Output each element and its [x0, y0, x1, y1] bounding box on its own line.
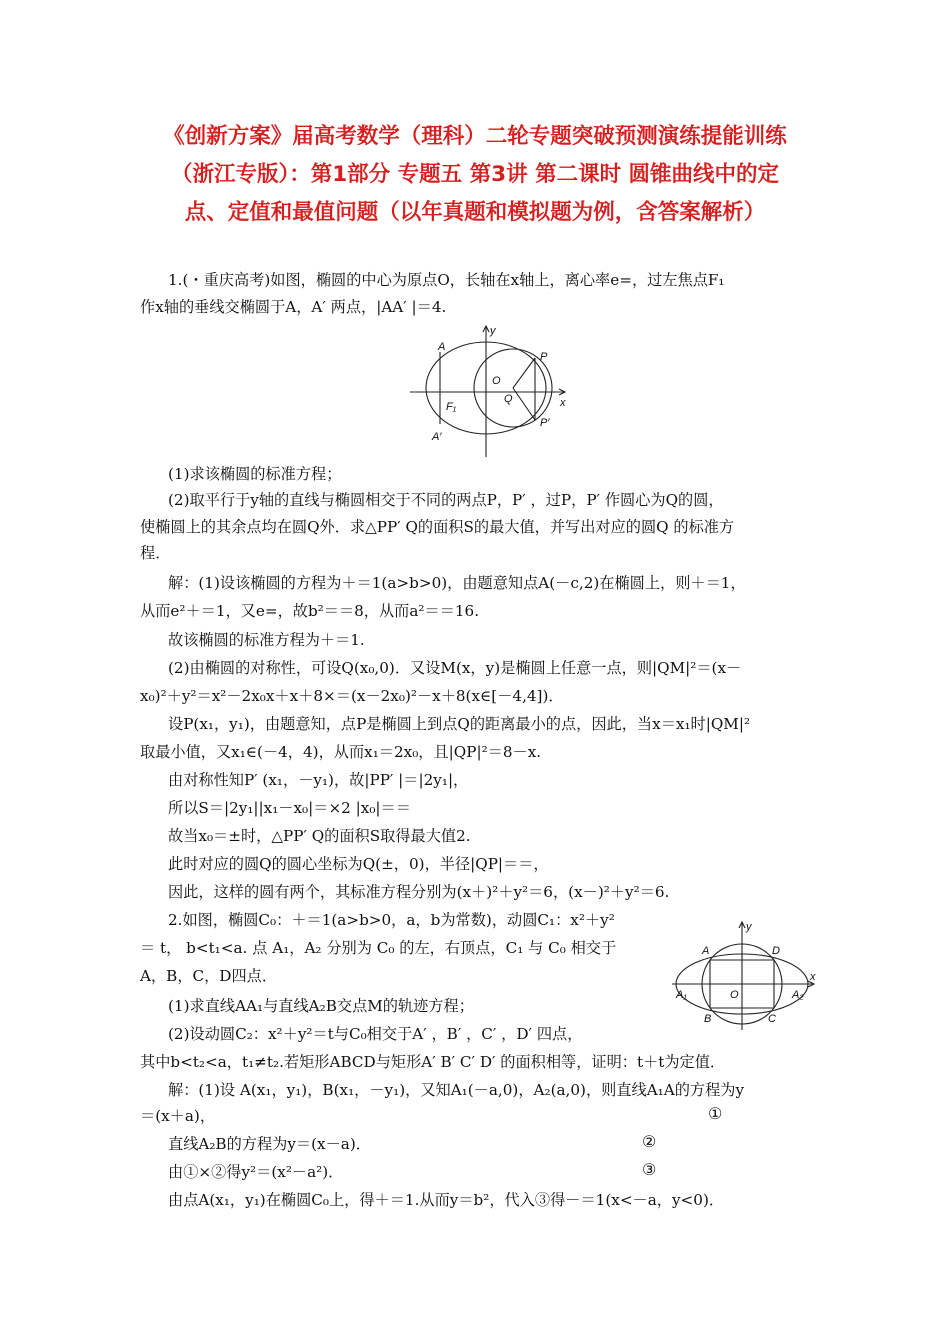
fig1-label-y: y — [490, 325, 496, 337]
text-line: 解：(1)设 A(x₁，y₁)，B(x₁，－y₁)，又知A₁(－a,0)，A₂(a,0)，则直线A₁A的方程为y — [168, 1081, 745, 1099]
segment-qp — [513, 358, 535, 388]
fig1-label-p-prime: P′ — [540, 417, 550, 429]
text-line: 由对称性知P′ (x₁，－y₁)，故|PP′ |＝|2y₁|， — [168, 771, 469, 789]
text-line: 由①×②得y²＝(x²－a²)． — [168, 1163, 344, 1181]
text-line: 1.(・重庆高考)如图，椭圆的中心为原点O，长轴在x轴上，离心率e=，过左焦点F₁ — [168, 271, 725, 289]
fig1-label-p: P — [540, 351, 548, 363]
text-line: 直线A₂B的方程为y＝(x－a)． — [168, 1135, 371, 1153]
fig2-label-c: C — [768, 1013, 776, 1025]
figure-ellipse-circle — [410, 322, 590, 457]
text-line: 程． — [140, 544, 171, 562]
fig2-label-y: y — [746, 921, 752, 933]
text-line: 使椭圆上的其余点均在圆Q外．求△PP′ Q的面积S的最大值，并写出对应的圆Q 的标准方 — [140, 518, 735, 536]
text-line: 故该椭圆的标准方程为＋＝1. — [168, 631, 365, 649]
equation-number-3: ③ — [642, 1160, 657, 1179]
document-title — [100, 118, 850, 232]
text-line: (2)设动圆C₂：x²＋y²＝t与C₀相交于A′ ，B′ ，C′ ，D′ 四点， — [168, 1025, 583, 1043]
text-line: 因此，这样的圆有两个，其标准方程分别为(x＋)²＋y²＝6，(x－)²＋y²＝6. — [168, 883, 670, 901]
text-line: 故当x₀＝±时，△PP′ Q的面积S取得最大值2. — [168, 827, 471, 845]
text-line: 取最小值，又x₁∈(－4，4)，从而x₁＝2x₀，且|QP|²＝8－x. — [140, 743, 542, 761]
fig2-label-o: O — [730, 989, 739, 1001]
figure-ellipse-two-circles — [672, 918, 822, 1033]
fig2-label-a2: A₂ — [792, 989, 804, 1001]
text-line: 其中b<t₂<a，t₁≠t₂.若矩形ABCD与矩形A′ B′ C′ D′ 的面积相等，证明：t＋t为定值． — [140, 1053, 726, 1071]
equation-number-1: ① — [708, 1104, 723, 1123]
fig2-label-d: D — [772, 945, 780, 957]
text-line: (2)由椭圆的对称性，可设Q(x₀,0)．又设M(x，y)是椭圆上任意一点，则|QM|²＝(x－ — [168, 659, 742, 677]
text-line: ＝(x＋a)， — [140, 1107, 216, 1125]
text-line: (2)取平行于y轴的直线与椭圆相交于不同的两点P，P′ ，过P，P′ 作圆心为Q的圆， — [168, 491, 724, 509]
text-line: 作x轴的垂线交椭圆于A，A′ 两点，|AA′ |＝4. — [140, 298, 447, 316]
fig1-label-x: x — [560, 397, 566, 409]
title-line-3: 点、定值和最值问题（以年真题和模拟题为例，含答案解析） — [184, 200, 766, 225]
text-line: (1)求直线AA₁与直线A₂B交点M的轨迹方程； — [168, 997, 474, 1015]
text-line: 此时对应的圆Q的圆心坐标为Q(±，0)，半径|QP|＝＝， — [168, 855, 549, 873]
segment-qp-prime — [513, 388, 535, 420]
text-line: 解：(1)设该椭圆的方程为＋＝1(a>b>0)，由题意知点A(－c,2)在椭圆上，则＋＝1， — [168, 574, 746, 592]
fig2-label-x: x — [810, 971, 816, 983]
text-line: A，B，C，D四点． — [140, 967, 278, 985]
title-line-2: （浙江专版）：第1部分 专题五 第3讲 第二课时 圆锥曲线中的定 — [170, 162, 780, 187]
fig1-label-o: O — [492, 375, 501, 387]
text-line: 所以S＝|2y₁||x₁－x₀|＝×2 |x₀|＝＝ — [168, 799, 411, 817]
text-line: 2.如图，椭圆C₀：＋＝1(a>b>0，a，b为常数)，动圆C₁：x²＋y² — [168, 911, 615, 929]
fig2-label-a: A — [702, 945, 710, 957]
fig1-label-a: A — [438, 341, 446, 353]
fig2-label-b: B — [704, 1013, 712, 1025]
fig1-label-a-prime: A′ — [432, 431, 442, 443]
title-line-1: 《创新方案》届高考数学（理科）二轮专题突破预测演练提能训练 — [163, 124, 787, 149]
text-line: x₀)²＋y²＝x²－2x₀x＋x＋8×＝(x－2x₀)²－x＋8(x∈[－4,4])． — [140, 687, 564, 705]
equation-number-2: ② — [642, 1132, 657, 1151]
text-line: (1)求该椭圆的标准方程； — [168, 465, 342, 483]
text-line: 由点A(x₁，y₁)在椭圆C₀上，得＋＝1.从而y＝b²，代入③得－＝1(x<－a，y<0)． — [168, 1191, 725, 1209]
fig2-label-a1: A₁ — [676, 989, 687, 1001]
fig1-label-q: Q — [504, 393, 513, 405]
text-line: 从而e²＋＝1，又e=，故b²＝＝8，从而a²＝＝16. — [140, 602, 480, 620]
text-line: 设P(x₁，y₁)，由题意知，点P是椭圆上到点Q的距离最小的点，因此，当x＝x₁时|QM|² — [168, 715, 751, 733]
fig1-label-f1: F₁ — [446, 401, 457, 413]
text-line: ＝ t， b<t₁<a. 点 A₁，A₂ 分别为 C₀ 的左，右顶点，C₁ 与 C₀ 相交于 — [140, 939, 617, 957]
